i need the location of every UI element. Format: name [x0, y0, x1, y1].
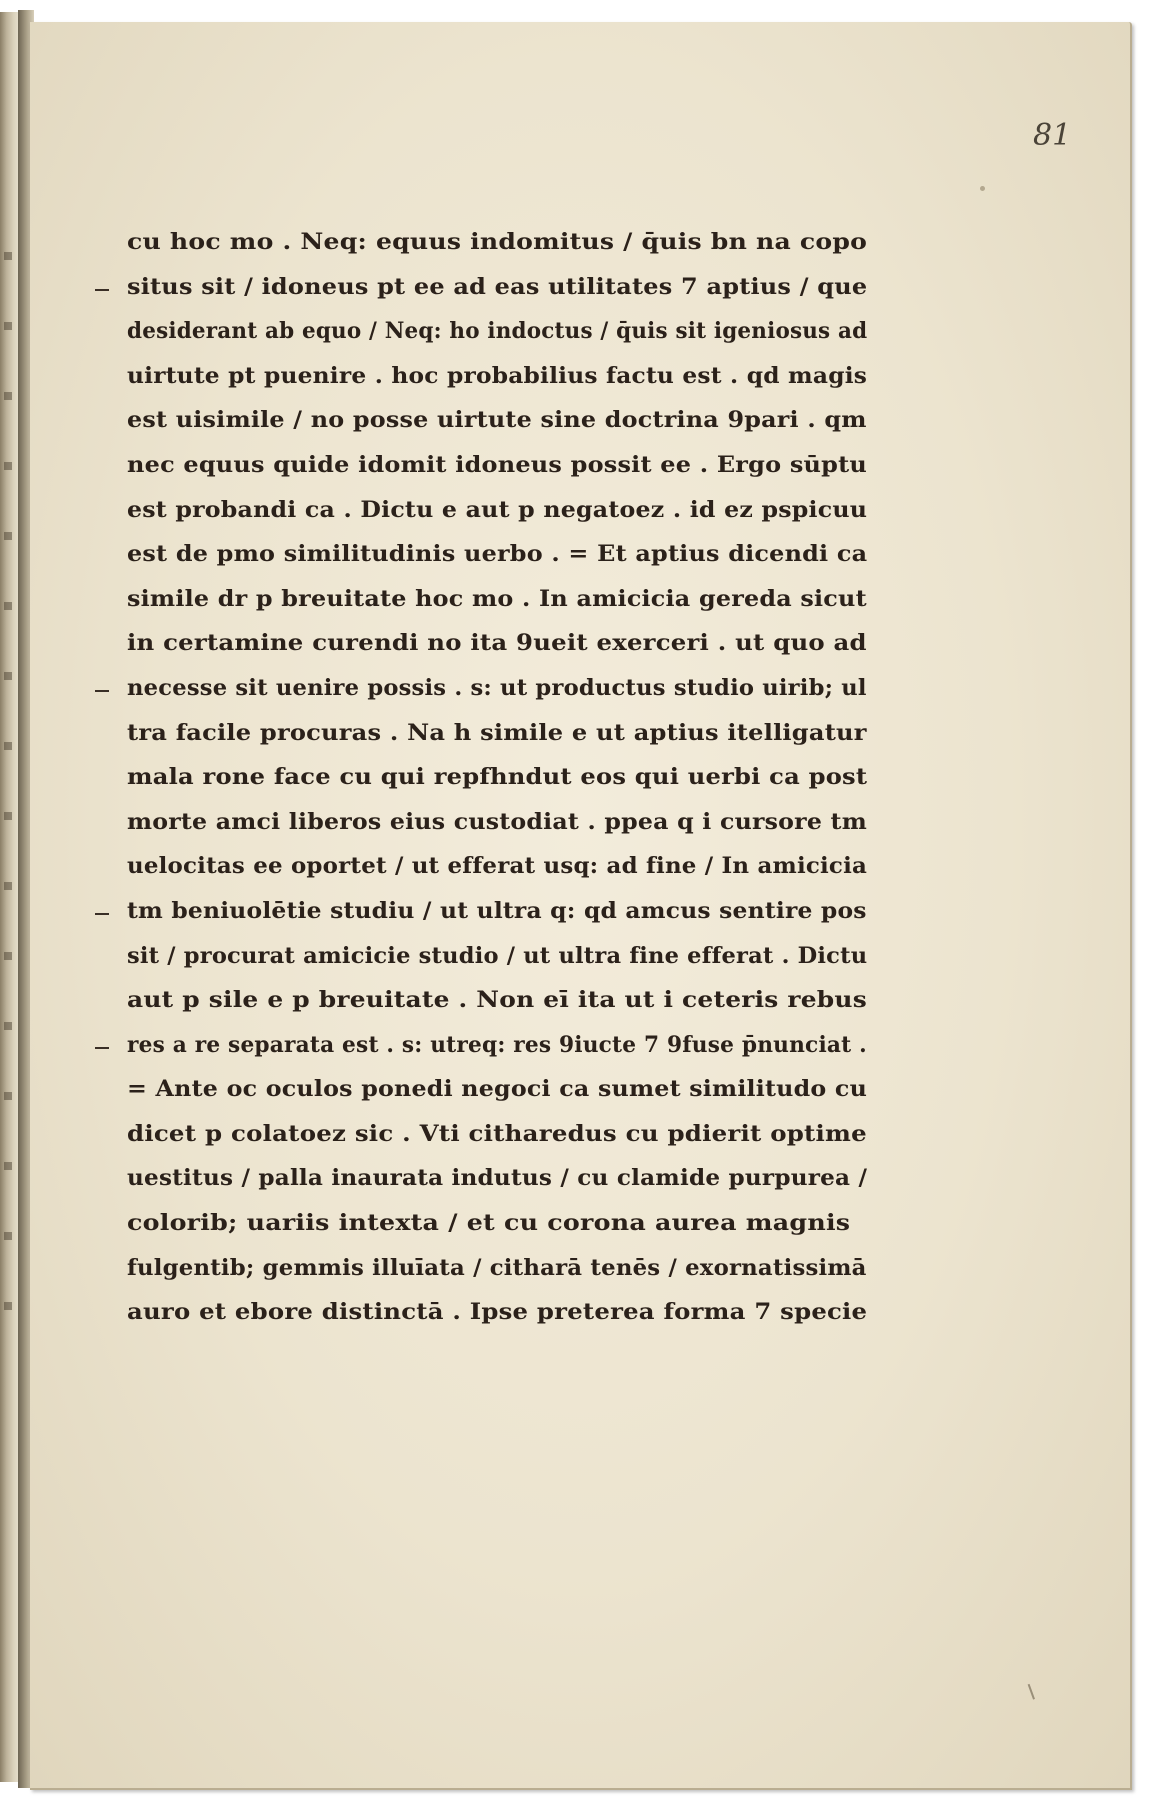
- text-line: [127, 934, 887, 979]
- text-line-content: est probandi ca . Dictu e aut p negatoez . id ez pspicuu: [127, 496, 868, 523]
- text-line: [127, 1290, 887, 1335]
- text-line-content: aut p sile e p breuitate . Non eī ita ut i ceteris rebus: [127, 987, 867, 1014]
- text-line: [127, 265, 887, 310]
- parchment-mark: [1028, 1680, 1045, 1699]
- text-line-content: uelocitas ee oportet / ut efferat usq: ad fine / In amicicia: [127, 853, 868, 880]
- text-line-content: mala rone face cu qui repfhndut eos qui uerbi ca post: [127, 764, 868, 791]
- text-line-content: dicet p colatoez sic . Vti citharedus cu pdierit optime: [127, 1120, 867, 1147]
- text-line: [127, 577, 887, 622]
- text-line-content: morte amci liberos eius custodiat . ppea q i cursore tm: [127, 808, 867, 835]
- text-line-content: simile dr p breuitate hoc mo . In amicicia gereda sicut: [127, 585, 867, 612]
- margin-mark: [95, 690, 109, 692]
- text-line: [127, 621, 887, 666]
- margin-mark: [95, 913, 109, 915]
- margin-mark: [95, 1047, 109, 1049]
- text-line: [127, 488, 887, 533]
- text-line: [127, 1112, 887, 1157]
- text-line: [127, 443, 887, 488]
- text-line-content: uestitus / palla inaurata indutus / cu clamide purpurea /: [127, 1165, 868, 1192]
- text-line: [127, 711, 887, 756]
- text-line: [127, 1023, 887, 1068]
- text-line-content: auro et ebore distinctā . Ipse preterea forma 7 specie: [127, 1299, 868, 1326]
- text-line: [127, 309, 887, 354]
- text-line-content: sit / procurat amicicie studio / ut ultra fine efferat . Dictu: [127, 942, 868, 969]
- text-line-content: est de pmo similitudinis uerbo . = Et aptius dicendi ca: [127, 541, 868, 568]
- margin-mark: [95, 289, 109, 291]
- text-line-content: tm beniuolētie studiu / ut ultra q: qd amcus sentire pos: [127, 897, 867, 924]
- text-line: [127, 978, 887, 1023]
- text-line: [127, 889, 887, 934]
- text-line-content: necesse sit uenire possis . s: ut productus studio uirib; ul: [127, 674, 867, 701]
- text-line-content: est uisimile / no posse uirtute sine doctrina 9pari . qm: [127, 407, 867, 434]
- folio-number: 81: [1033, 118, 1072, 153]
- text-line: [127, 1246, 887, 1291]
- text-line-content: tra facile procuras . Na h simile e ut aptius itelligatur: [127, 719, 867, 746]
- text-line: [127, 1067, 887, 1112]
- parchment-speck: [980, 186, 985, 191]
- text-line: [127, 1201, 887, 1246]
- text-line: [127, 532, 887, 577]
- text-line-content: in certamine curendi no ita 9ueit exerceri . ut quo ad: [127, 630, 867, 657]
- text-line-content: cu hoc mo . Neq: equus indomitus / q̄uis bn na copo: [127, 229, 868, 255]
- text-line: [127, 666, 887, 711]
- text-line: [127, 1156, 887, 1201]
- text-line-content: res a re separata est . s: utreq: res 9iucte 7 9fuse p̄nunciat .: [127, 1031, 867, 1058]
- text-line: [127, 398, 887, 443]
- text-line-content: nec equus quide idomit idoneus possit ee . Ergo sūptu: [127, 451, 867, 478]
- text-line: [127, 220, 887, 265]
- text-line: [127, 844, 887, 889]
- text-line-content: uirtute pt puenire . hoc probabilius factu est . qd magis: [127, 362, 868, 389]
- text-line: [127, 800, 887, 845]
- text-line: [127, 354, 887, 399]
- text-line: [127, 755, 887, 800]
- manuscript-folio: [30, 22, 1132, 1790]
- text-line-content: colorib; uariis intexta / et cu corona aurea magnis: [127, 1210, 851, 1237]
- text-line-content: fulgentib; gemmis illuīata / citharā tenēs / exornatissimā: [127, 1254, 867, 1281]
- text-line-content: desiderant ab equo / Neq: ho indoctus / q̄uis sit igeniosus ad: [127, 318, 868, 345]
- text-block: [127, 220, 887, 1335]
- text-line-content: situs sit / idoneus pt ee ad eas utilitates 7 aptius / que: [127, 273, 868, 300]
- text-line-content: = Ante oc oculos ponedi negoci ca sumet similitudo cu: [127, 1076, 868, 1103]
